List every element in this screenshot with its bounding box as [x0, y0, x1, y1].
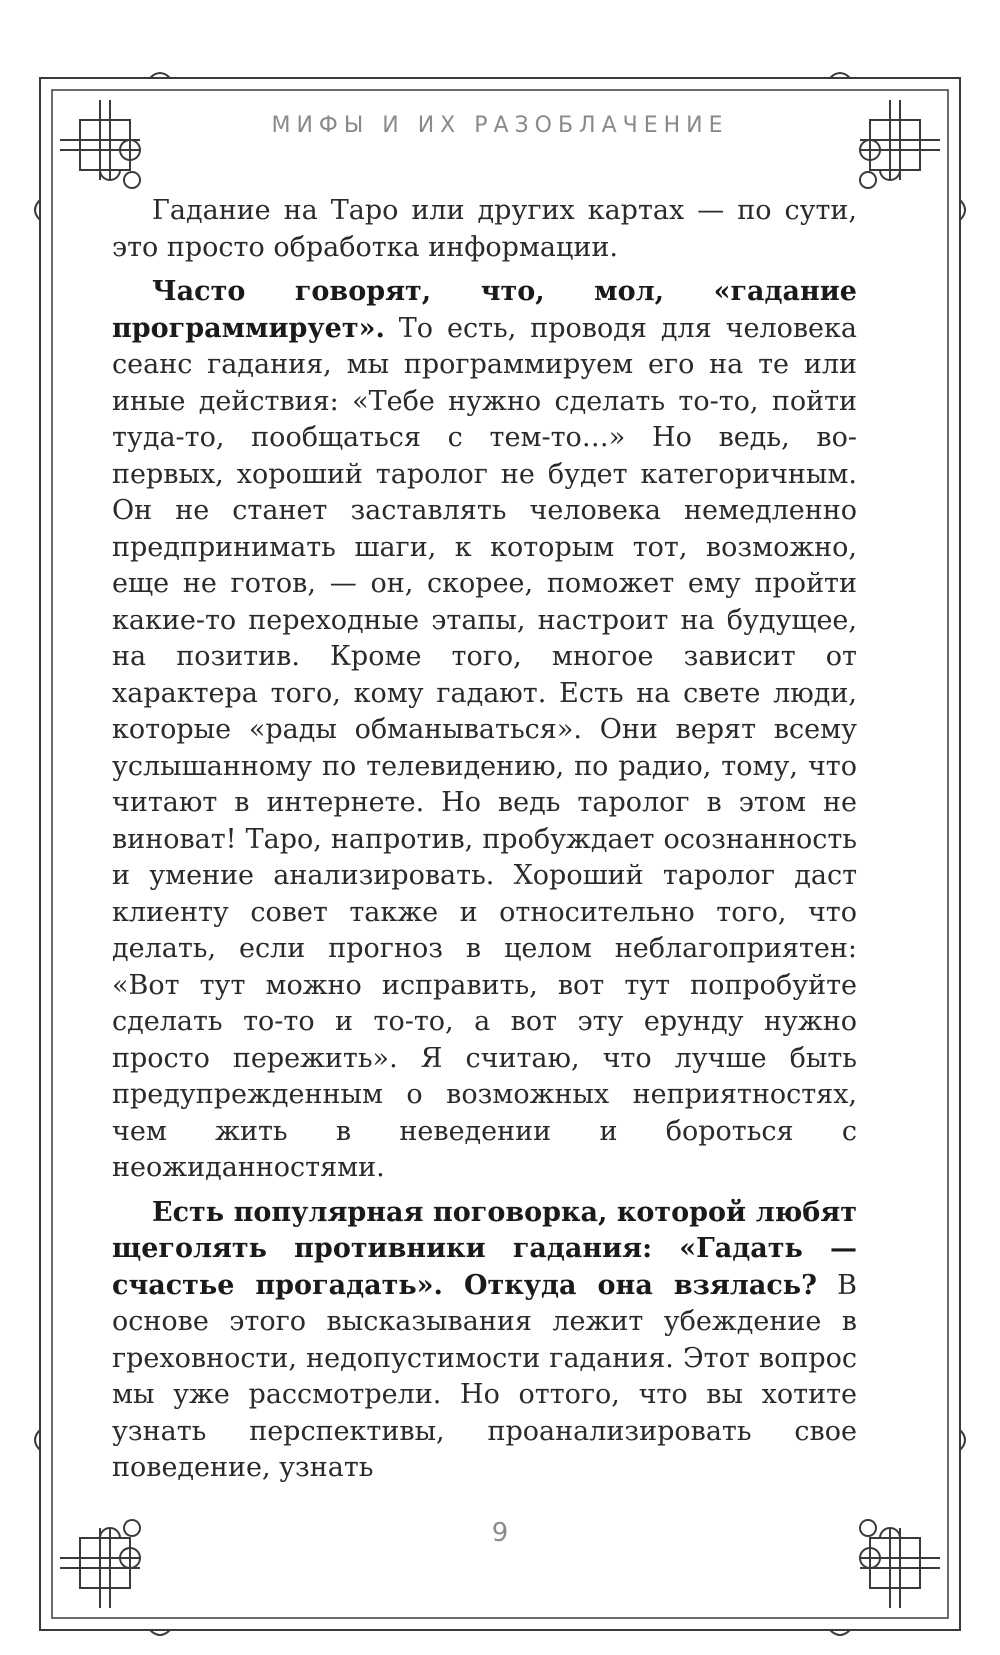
paragraph-3	[112, 1195, 857, 1487]
paragraph-2-lead: Часто говорят, что, мол, «гадание программирует».	[112, 276, 857, 344]
body-text	[112, 193, 857, 1495]
paragraph-2	[112, 274, 857, 1187]
paragraph-2-text: То есть, проводя для человека сеанс гадания, мы программируем его на те или иные действия: «Тебе нужно сделать то-то, пойти туда-то, пообщаться с тем-то…» Но ведь, во-первых, хороший таролог не будет категоричным. Он не станет заставлять человека немедленно предпринимать шаги, к которым тот, возможно, еще не готов, — он, скорее, поможет ему пройти какие-то переходные этапы, настроит на будущее, на позитив. Кроме того, многое зависит от характера того, кому гадают. Есть на свете люди, которые «рады обманываться». Они верят всему услышанному по телевидению, по радио, тому, что читают в интернете. Но ведь таролог в этом не виноват! Таро, напротив, пробуждает осознанность и умение анализировать. Хороший таролог даст клиенту совет также и относительно того, что делать, если прогноз в целом неблагоприятен: «Вот тут можно исправить, вот тут попробуйте сделать то-то и то-то, а вот эту ерунду нужно просто пережить». Я считаю, что лучше быть предупрежденным о возможных неприятностях, чем жить в неведении и бороться с неожиданностями.	[112, 312, 857, 1183]
running-title: МИФЫ И ИХ РАЗОБЛАЧЕНИЕ	[271, 113, 729, 138]
paragraph-3-text: В основе этого высказывания лежит убеждение в греховности, недопустимости гадания. Этот вопрос мы уже рассмотрели. Но оттого, что вы хотите узнать перспективы, проанализировать свое поведение, узнать	[112, 1269, 857, 1483]
paragraph-3-lead: Есть популярная поговорка, которой любят щеголять противники гадания: «Гадать — счастье прогадать». Откуда она взялась?	[112, 1196, 857, 1301]
page-number: 9	[491, 1518, 509, 1548]
paragraph-1: Гадание на Таро или других картах — по сути, это просто обработка информации.	[112, 195, 857, 263]
